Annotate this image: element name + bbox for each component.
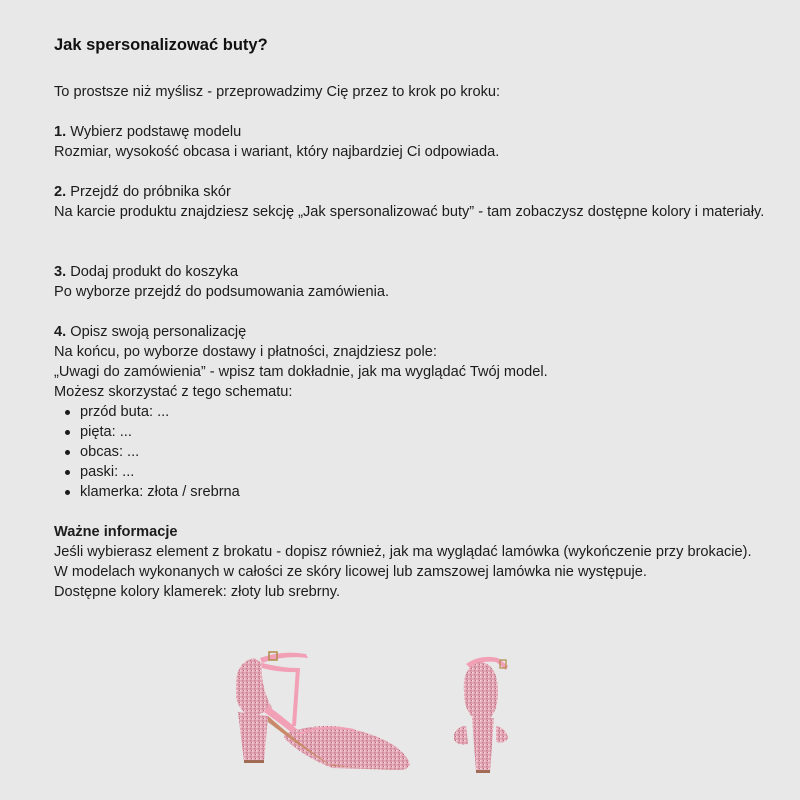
step-2-heading: 2. Przejdź do próbnika skór [54, 184, 231, 200]
important-info [54, 522, 774, 602]
important-line-1: Jeśli wybierasz element z brokatu - dopisz również, jak ma wyglądać lamówka (wykończenie przy brokacie). [54, 544, 752, 560]
intro-text: To prostsze niż myślisz - przeprowadzimy Cię przez to krok po kroku: [54, 84, 501, 100]
step-1-text: Rozmiar, wysokość obcasa i wariant, który najbardziej Ci odpowiada. [54, 144, 500, 160]
schema-list [54, 402, 774, 502]
step-4-text-line-2: „Uwagi do zamówienia” - wpisz tam dokładnie, jak ma wyglądać Twój model. [54, 364, 548, 380]
important-line-2: W modelach wykonanych w całości ze skóry licowej lub zamszowej lamówka nie występuje. [54, 564, 647, 580]
step-2 [54, 182, 774, 222]
step-3-text: Po wyborze przejdź do podsumowania zamówienia. [54, 284, 390, 300]
shoe-side-view-icon [232, 646, 414, 774]
schema-item-heel: obcas: ... [80, 442, 774, 462]
important-heading: Ważne informacje [54, 524, 178, 540]
schema-item-heel-back: pięta: ... [80, 422, 774, 442]
step-4-heading: 4. Opisz swoją personalizację [54, 324, 247, 340]
step-4 [54, 322, 774, 502]
step-number: 1. [54, 124, 67, 140]
step-1 [54, 122, 774, 162]
step-number: 3. [54, 264, 67, 280]
shoe-back-view-icon [452, 652, 512, 776]
important-line-3: Dostępne kolory klamerek: złoty lub srebrny. [54, 584, 341, 600]
step-4-text-line-1: Na końcu, po wyborze dostawy i płatności, znajdziesz pole: [54, 344, 437, 360]
step-number: 4. [54, 324, 67, 340]
step-1-heading: 1. Wybierz podstawę modelu [54, 124, 242, 140]
schema-item-front: przód buta: ... [80, 402, 774, 422]
page-title: Jak spersonalizować buty? [54, 36, 268, 54]
step-4-text-line-3: Możesz skorzystać z tego schematu: [54, 384, 293, 400]
product-images [0, 640, 800, 800]
step-2-text: Na karcie produktu znajdziesz sekcję „Jak spersonalizować buty” - tam zobaczysz dostępne kolory i materiały. [54, 204, 765, 220]
step-number: 2. [54, 184, 67, 200]
step-3 [54, 262, 774, 302]
schema-item-straps: paski: ... [80, 462, 774, 482]
step-3-heading: 3. Dodaj produkt do koszyka [54, 264, 239, 280]
personalization-guide [54, 34, 774, 600]
schema-item-buckle: klamerka: złota / srebrna [80, 482, 774, 502]
